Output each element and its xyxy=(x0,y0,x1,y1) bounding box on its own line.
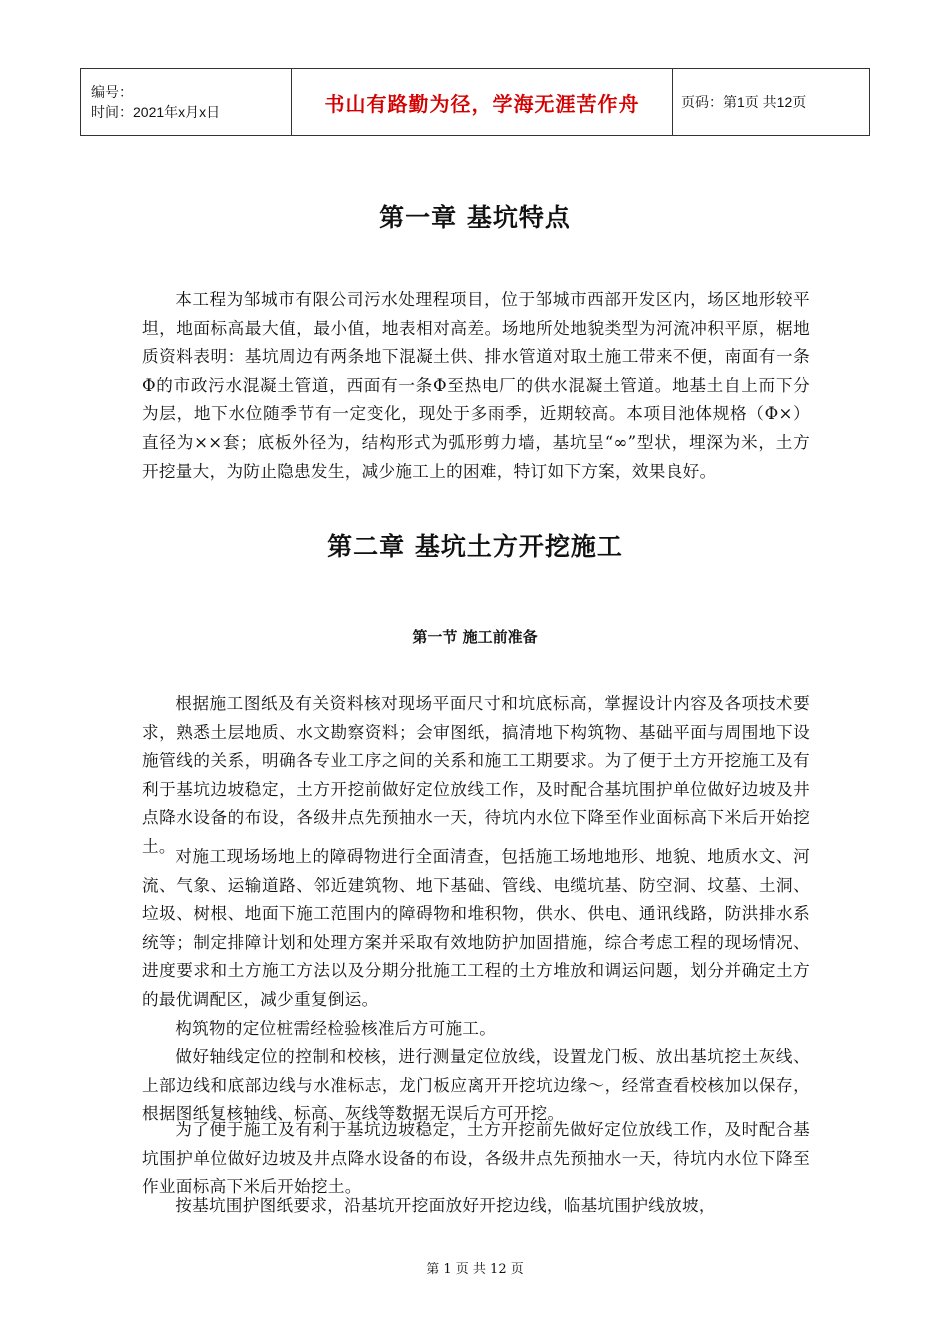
document-date-label: 时间：2021年x月x日 xyxy=(91,104,221,120)
body-paragraph: 根据施工图纸及有关资料核对现场平面尺寸和坑底标高，掌握设计内容及各项技术要求，熟悉土层地质、水文勘察资料；会审图纸，搞清地下构筑物、基础平面与周围地下设施管线的关系，明确各专业工序之间的关系和施工工期要求。为了便于土方开挖施工及有利于基坑边坡稳定，土方开挖前做好定位放线工作，及时配合基坑围护单位做好边坡及井点降水设备的布设，各级井点先预抽水一天，待坑内水位下降至作业面标高下米后开始挖土。 xyxy=(142,694,810,856)
section-1-title: 第一节 施工前准备 xyxy=(412,628,538,646)
page-footer: 第 1 页 共 12 页 xyxy=(426,1262,524,1277)
body-paragraph: 做好轴线定位的控制和校核，进行测量定位放线，设置龙门板、放出基坑挖土灰线、上部边线和底部边线与水准标志，龙门板应离开开挖坑边缘～，经常查看校核加以保存，根据图纸复核轴线、标高、灰线等数据无误后方可开挖。 xyxy=(142,1047,810,1124)
body-paragraph: 为了便于施工及有利于基坑边坡稳定，土方开挖前先做好定位放线工作，及时配合基坑围护单位做好边坡及井点降水设备的布设，各级井点先预抽水一天，待坑内水位下降至作业面标高下米后开始挖土。 xyxy=(142,1120,810,1197)
header-left-cell xyxy=(81,69,292,136)
header-page-info: 页码：第1页 共12页 xyxy=(673,69,870,136)
body-paragraph: 按基坑围护图纸要求，沿基坑开挖面放好开挖边线，临基坑围护线放坡， xyxy=(175,1196,716,1215)
chapter-1-paragraph: 本工程为邹城市有限公司污水处理程项目，位于邹城市西部开发区内，场区地形较平坦，地面标高最大值，最小值，地表相对高差。场地所处地貌类型为河流冲积平原，椐地质资料表明：基坑周边有两条地下混凝土供、排水管道对取土施工带来不便，南面有一条Φ的市政污水混凝土管道，西面有一条Φ至热电厂的供水混凝土管道。地基土自上而下分为层，地下水位随季节有一定变化，现处于多雨季，近期较高。本项目池体规格（Φ×）直径为××套；底板外径为，结构形式为弧形剪力墙，基坑呈“∞”型状，埋深为米，土方开挖量大，为防止隐患发生，减少施工上的困难，特订如下方案，效果良好。 xyxy=(142,290,810,481)
body-paragraph: 构筑物的定位桩需经检验核准后方可施工。 xyxy=(175,1019,497,1038)
body-paragraph: 对施工现场场地上的障碍物进行全面清查，包括施工场地地形、地貌、地质水文、河流、气象、运输道路、邻近建筑物、地下基础、管线、电缆坑基、防空洞、坟墓、土洞、垃圾、树根、地面下施工范围内的障碍物和堆积物，供水、供电、通讯线路，防洪排水系统等；制定排障计划和处理方案并采取有效地防护加固措施，综合考虑工程的现场情况、进度要求和土方施工方法以及分期分批施工工程的土方堆放和调运问题，划分并确定土方的最优调配区，减少重复倒运。 xyxy=(142,847,810,1009)
document-number-label: 编号： xyxy=(91,84,133,100)
header-table xyxy=(80,68,870,136)
chapter-1-title: 第一章 基坑特点 xyxy=(379,203,571,232)
header-motto: 书山有路勤为径，学海无涯苦作舟 xyxy=(292,69,673,136)
chapter-2-title: 第二章 基坑土方开挖施工 xyxy=(327,532,623,561)
